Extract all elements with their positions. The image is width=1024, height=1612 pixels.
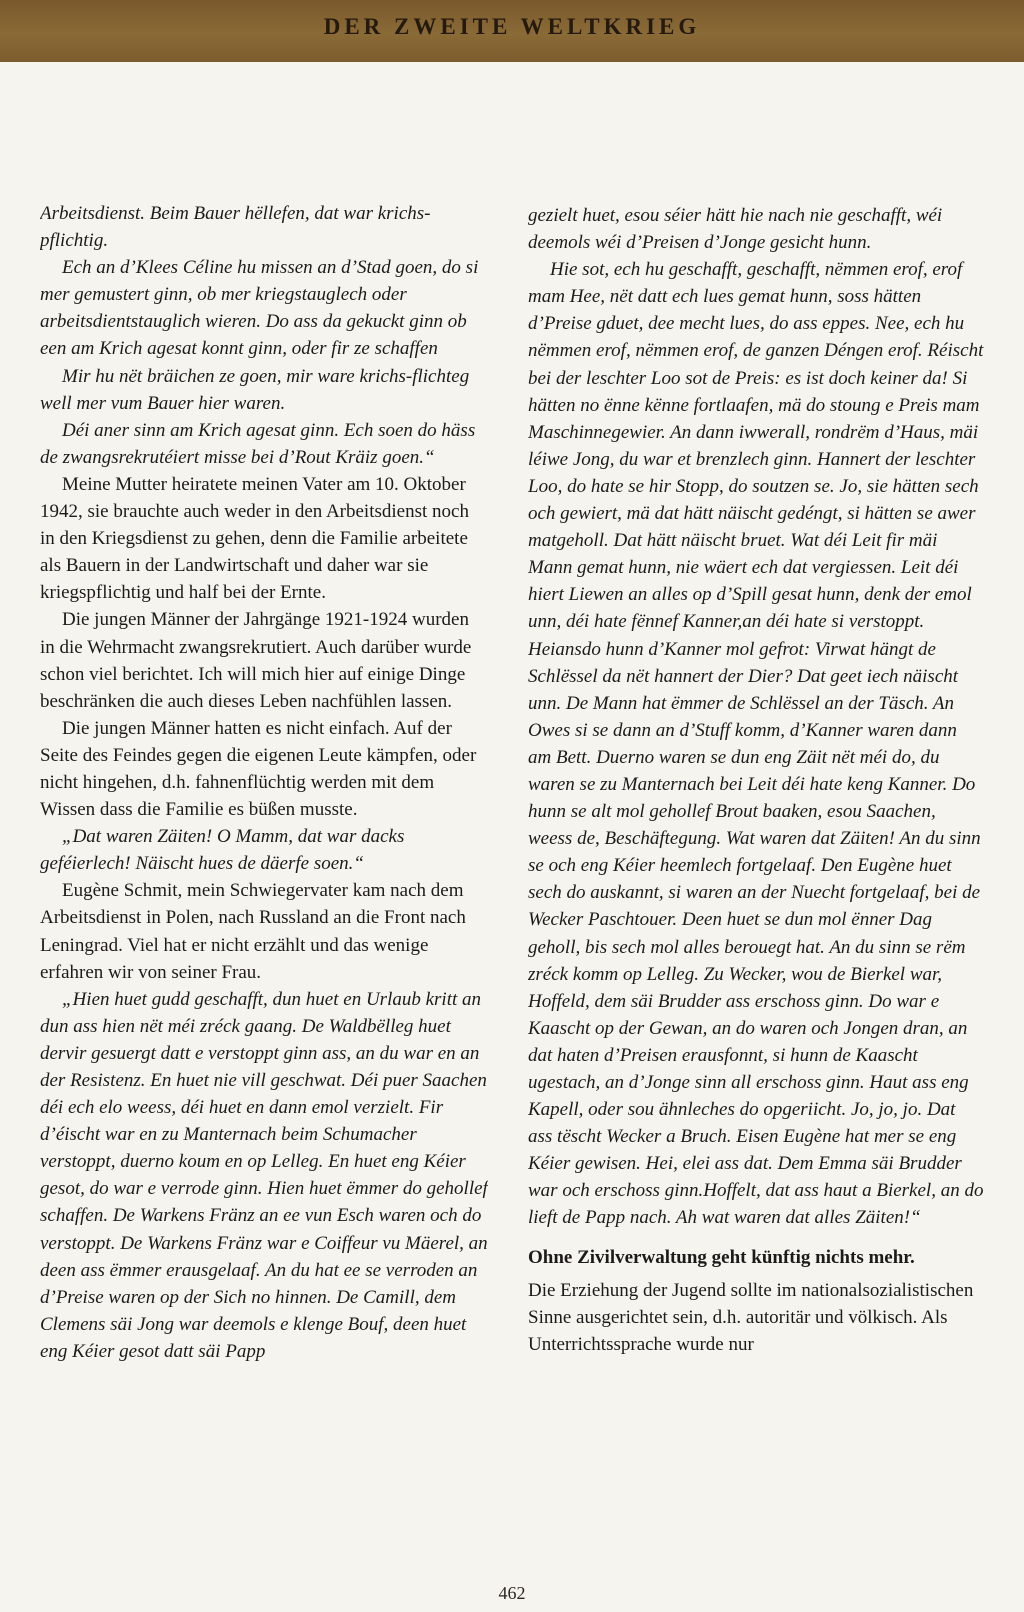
- page-number: 462: [498, 1583, 526, 1603]
- paragraph: gezielt huet, esou séier hätt hie nach nie geschafft, wéi deemols wéi d’Preisen d’Jonge gesicht hunn.: [528, 205, 943, 254]
- paragraph: Déi aner sinn am Krich agesat ginn. Ech soen do häss de zwangsrekrutéiert misse bei d’Rout Kräiz goen.“: [40, 419, 476, 468]
- paragraph: Meine Mutter heiratete meinen Vater am 10. Oktober 1942, sie brauchte auch weder in den Arbeitsdienst noch in den Kriegsdienst zu gehen, denn die Familie arbeitete als Bauern in der Landwirtschaft und daher war sie kriegspflichtig und half bei der Ernte.: [40, 473, 469, 604]
- section-heading: Ohne Zivilverwaltung geht künftig nichts mehr.: [528, 1246, 915, 1268]
- paragraph: Die Erziehung der Jugend sollte im nationalsozialistischen Sinne ausgerichtet sein, d.h. autoritär und völkisch. Als Unterrichtssprache wurde nur: [528, 1279, 974, 1355]
- paragraph: Die jungen Männer der Jahrgänge 1921-1924 wurden in die Wehrmacht zwangsrekrutiert. Auch darüber wurde schon viel berichtet. Ich will mich hier auf einige Dinge beschränken die auch dieses Leben nachfühlen lassen.: [40, 609, 472, 712]
- paragraph: Ech an d’Klees Céline hu missen an d’Stad goen, do si mer gemustert ginn, ob mer kriegstauglech oder arbeitsdientstauglich wieren. Do ass da gekuckt ginn ob een am Krich agesat konnt ginn, oder fir ze schaffen: [40, 257, 479, 360]
- right-column: [528, 202, 984, 1442]
- chapter-header-band: [0, 0, 1024, 62]
- paragraph: Hie sot, ech hu geschafft, geschafft, nëmmen erof, erof mam Hee, nët datt ech lues gemat hunn, soss hätten d’Preise gduet, dee mecht lues, do ass eppes. Nee, ech hu nëmmen erof, nëmmen erof, de ganzen Déngen erof. Réischt bei der leschter Loo sot de Preis: es ist doch keiner da! Si hätten no ënne kënne fortlaafen, mä do stoung e Preis mam Maschinnegewier. An dann iwwerall, rondrëm d’Haus, mäi léiwe Jong, du war et brenzlech ginn. Hannert der leschter Loo, do hate se hir Stopp, do soutzen se. Jo, sie hätten sech och gewiert, mä dat hätt näischt gedéngt, si hätten se awer matgeholl. Dat hätt näischt bruet. Wat déi Leit fir mäi Mann gemat hunn, nie wäert ech dat vergiessen. Leit déi hiert Liewen an alles op d’Spill gesat hunn, denk der emol unn, déi hate fënnef Kanner,an déi hate si verstoppt. Heiansdo hunn d’Kanner mol gefrot: Virwat hängt de Schlëssel da nët hannert der Dier? Dat geet iech näischt unn. De Mann hat ëmmer de Schlëssel an der Täsch. An Owes si se dann an d’Stuff komm, d’Kanner waren dann am Bett. Duerno waren se dun eng Zäit nët méi do, du waren se zu Manternach bei Leit déi hate keng Kanner. Do hunn se alt mol gehollef Brout baaken, esou Saachen, weess de, Beschäftegung. Wat waren dat Zäiten! An du sinn se och eng Kéier heemlech fortgelaaf. Den Eugène huet sech do auskannt, si waren an der Nuecht fortgelaaf, bei de Wecker Paschtouer. Deen huet se dun mol ënner Dag geholl, bis sech mol alles berouegt hat. An du sinn se rëm zréck komm op Lelleg. Zu Wecker, wou de Bierkel war, Hoffeld, dem säi Brudder ass erschoss ginn. Do war e Kaascht op der Gewan, an do waren och Jongen dran, an dat haten d’Preisen erausfonnt, si hunn de Kaascht ugestach, an d’Jonge sinn all erschoss ginn. Haut ass eng Kapell, oder sou ähnleches do opgeriicht. Jo, jo, jo. Dat ass tëscht Wecker a Bruch. Eisen Eugène hat mer se eng Kéier gewisen. Hei, elei ass dat. Dem Emma säi Brudder war och erschoss ginn.Hoffelt, dat ass haut a Bierkel, an do lieft de Papp nach. Ah wat waren dat alles Zäiten!“: [528, 259, 984, 1229]
- paragraph: „Hien huet gudd geschafft, dun huet en Urlaub kritt an dun ass hien nët méi zréck gaang. De Waldbëlleg huet dervir gesuergt datt e verstoppt ginn ass, an du war en an der Resistenz. En huet nie vill geschwat. Déi puer Saachen déi ech elo weess, déi huet en dann emol verzielt. Fir d’éischt war en zu Manternach beim Schumacher verstoppt, duerno koum en op Lelleg. En huet eng Kéier gesot, do war e verrode ginn. Hien huet ëmmer do gehollef schaffen. De Warkens Fränz an ee vun Esch waren och do verstoppt. De Warkens Fränz war e Coiffeur vu Mäerel, an deen ass ëmmer erausgelaaf. An du hat ee se verroden an d’Preise waren op der Sich no hinnen. De Camill, dem Clemens säi Jong war deemols e klenge Bouf, deen huet eng Kéier gesot datt säi Papp: [40, 988, 488, 1362]
- paragraph: Mir hu nët bräichen ze goen, mir ware krichs-flichteg well mer vum Bauer hier waren.: [40, 365, 470, 414]
- paragraph: Die jungen Männer hatten es nicht einfach. Auf der Seite des Feindes gegen die eigenen Leute kämpfen, oder nicht hingehen, d.h. fahnenflüchtig werden mit dem Wissen dass die Familie es büßen musste.: [40, 717, 477, 821]
- left-column: [40, 200, 488, 1530]
- paragraph: Arbeitsdienst. Beim Bauer hëllefen, dat war krichs-pflichtig.: [40, 203, 431, 252]
- paragraph: „Dat waren Zäiten! O Mamm, dat war dacks geféierlech! Näischt hues de däerfe soen.“: [40, 826, 405, 875]
- paragraph: Eugène Schmit, mein Schwiegervater kam nach dem Arbeitsdienst in Polen, nach Russland an die Front nach Leningrad. Viel hat er nicht erzählt und das wenige erfahren wir von seiner Frau.: [40, 880, 466, 983]
- chapter-title: DER ZWEITE WELTKRIEG: [323, 14, 701, 39]
